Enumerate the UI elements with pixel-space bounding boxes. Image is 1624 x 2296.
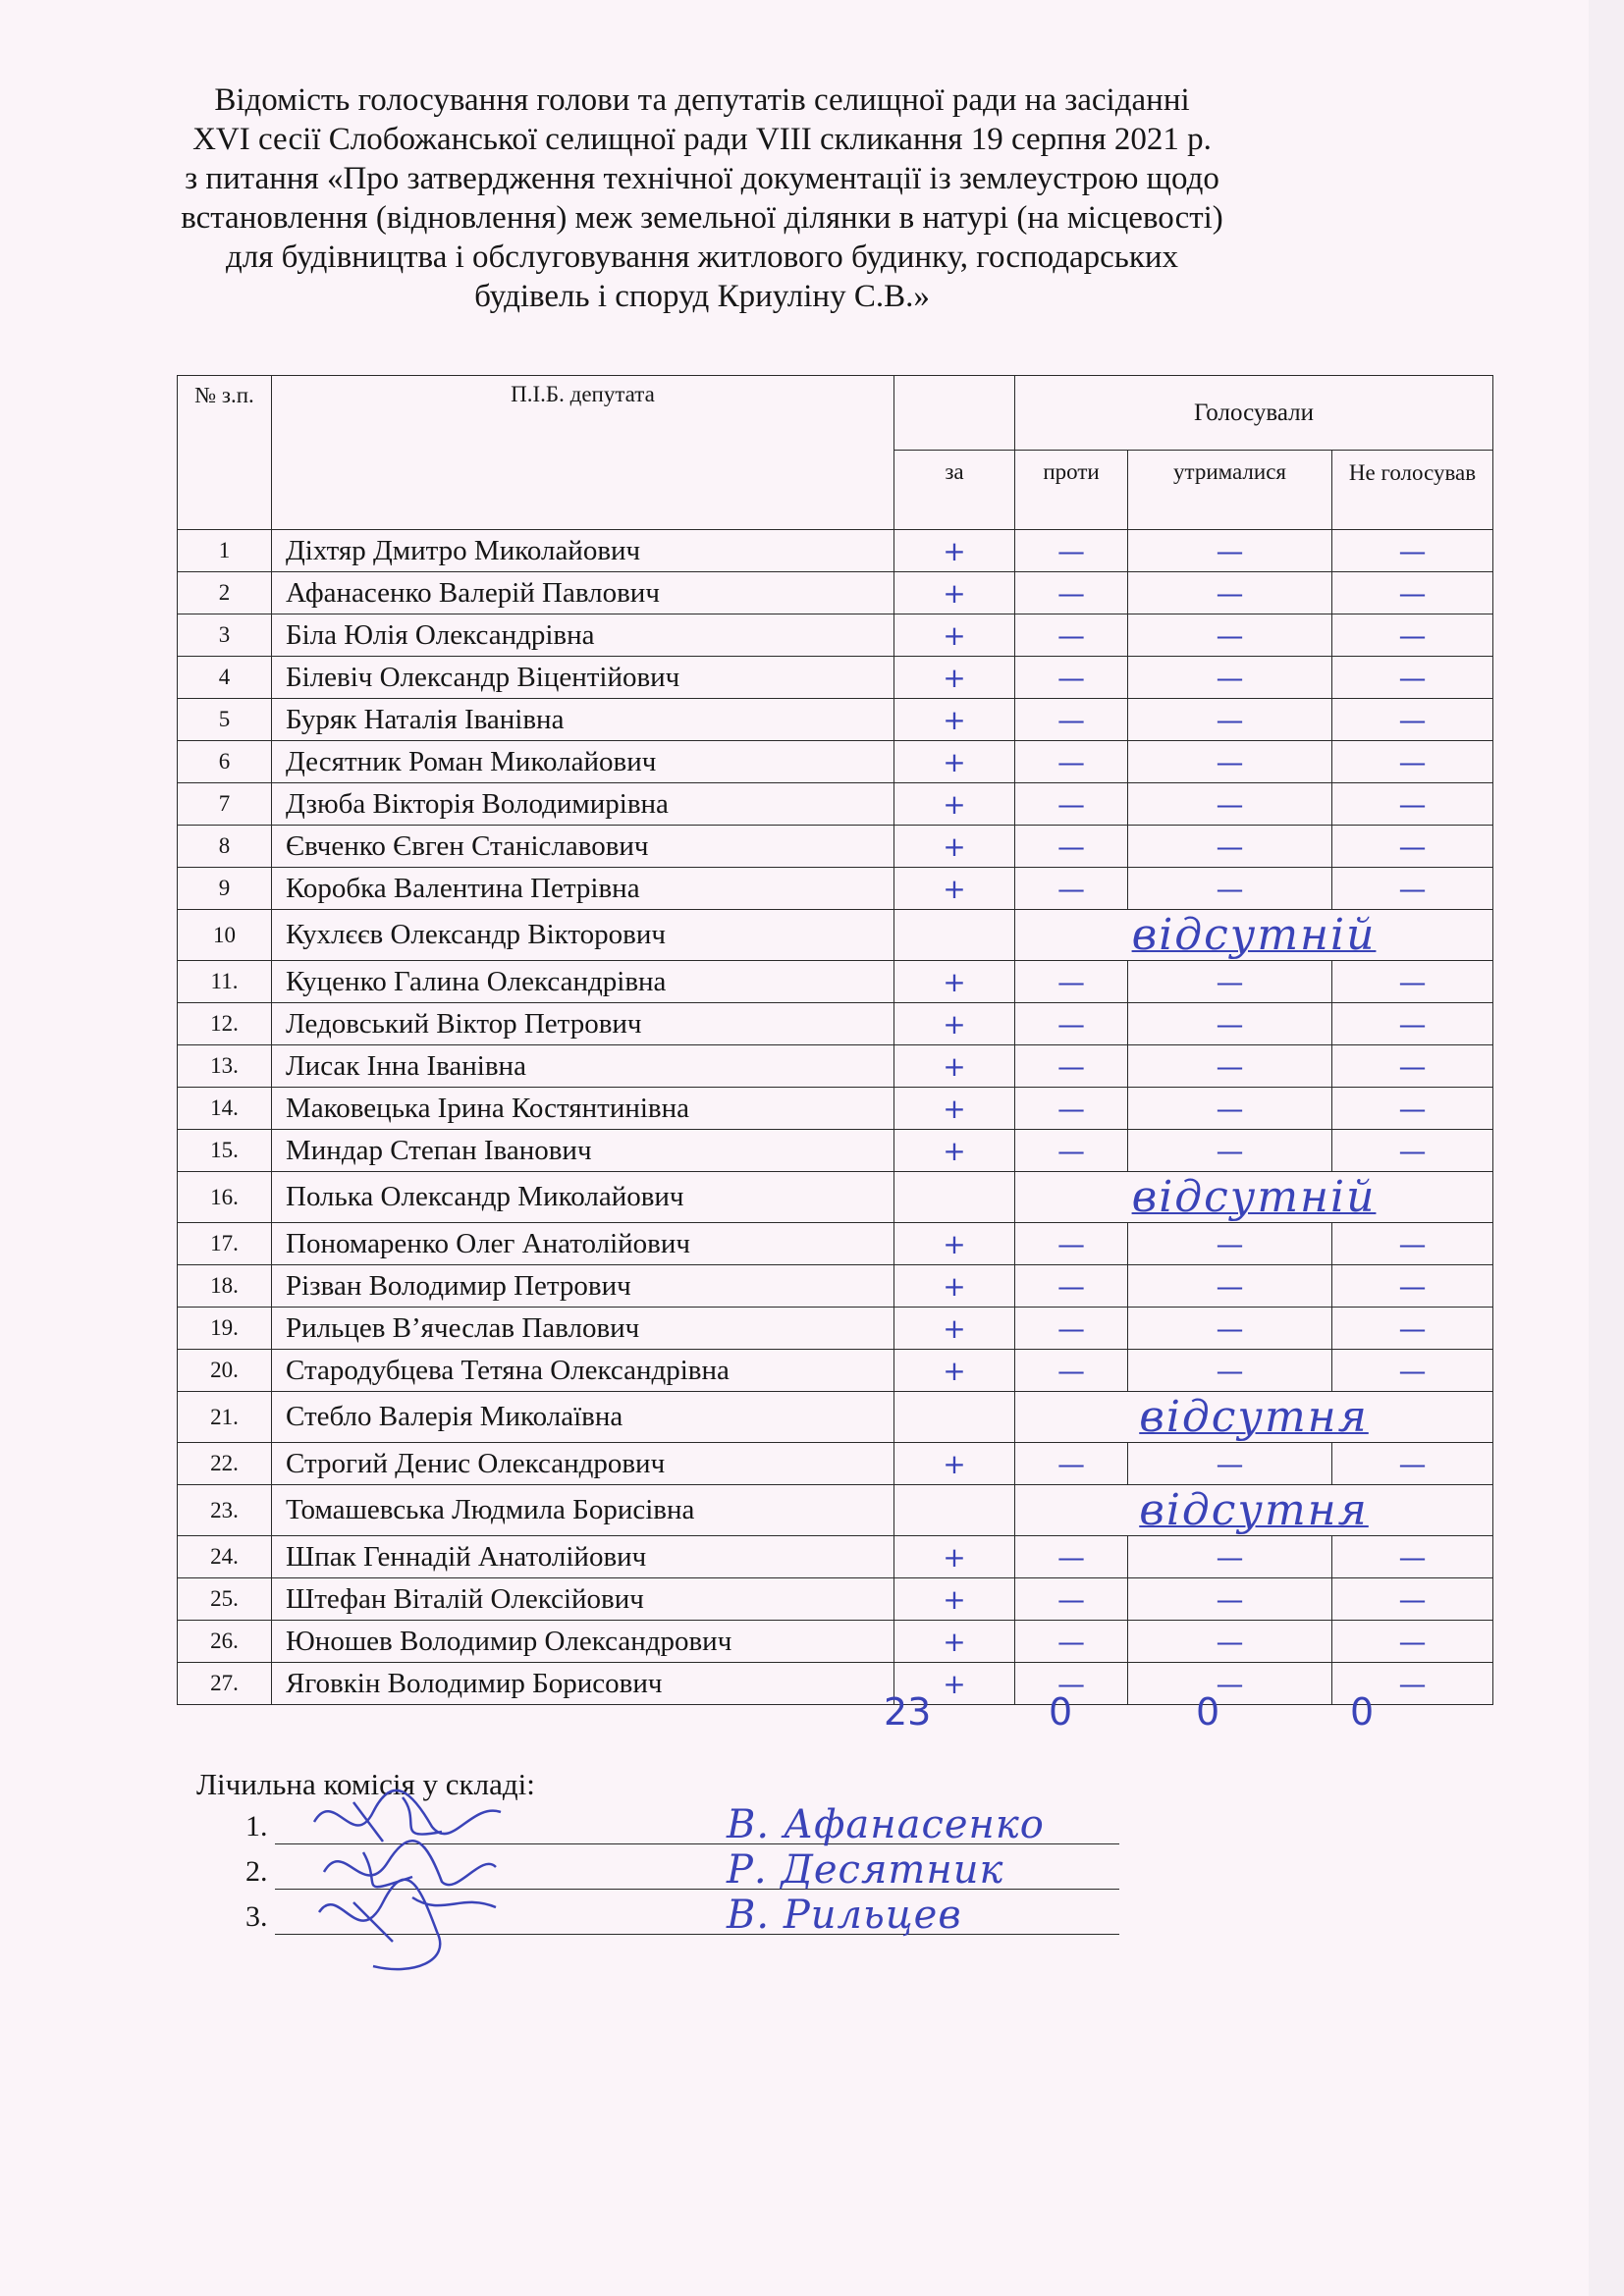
- row-number: 1: [178, 530, 272, 572]
- vote-for-mark: +: [894, 1350, 1015, 1392]
- title-line: для будівництва і обслуговування житлового будинку, господарських: [225, 240, 1179, 275]
- table-row: [178, 614, 1493, 657]
- row-number: 21.: [178, 1392, 272, 1443]
- vote-for-mark: +: [894, 572, 1015, 614]
- vote-not-voted-mark: —: [1332, 699, 1493, 741]
- vote-for-mark: +: [894, 783, 1015, 826]
- vote-not-voted-mark: —: [1332, 741, 1493, 783]
- deputy-name: Буряк Наталія Іванівна: [272, 699, 894, 741]
- row-number: 17.: [178, 1223, 272, 1265]
- vote-abstained-mark: —: [1128, 1265, 1332, 1308]
- absent-note: відсутній: [1015, 910, 1493, 961]
- vote-not-voted-mark: —: [1332, 1130, 1493, 1172]
- vote-not-voted-mark: —: [1332, 1308, 1493, 1350]
- header-against: проти: [1015, 451, 1128, 530]
- table-row: [178, 1308, 1493, 1350]
- vote-abstained-mark: —: [1128, 530, 1332, 572]
- vote-not-voted-mark: —: [1332, 657, 1493, 699]
- row-number: 19.: [178, 1308, 272, 1350]
- vote-against-mark: —: [1015, 826, 1128, 868]
- vote-for-mark: +: [894, 1003, 1015, 1045]
- vote-against-mark: —: [1015, 1663, 1128, 1705]
- header-voted: Голосували: [1015, 376, 1493, 451]
- vote-abstained-mark: —: [1128, 961, 1332, 1003]
- vote-for-mark: +: [894, 1265, 1015, 1308]
- vote-for-mark: +: [894, 1223, 1015, 1265]
- deputy-name: Маковецька Ірина Костянтинівна: [272, 1088, 894, 1130]
- vote-against-mark: —: [1015, 1045, 1128, 1088]
- table-row: [178, 868, 1493, 910]
- vote-not-voted-mark: —: [1332, 1443, 1493, 1485]
- deputy-name: Стебло Валерія Миколаївна: [272, 1392, 894, 1443]
- deputy-name: Лисак Інна Іванівна: [272, 1045, 894, 1088]
- title-line: Відомість голосування голови та депутатів селищної ради на засіданні: [214, 82, 1190, 118]
- vote-for-mark: +: [894, 1621, 1015, 1663]
- row-number: 27.: [178, 1663, 272, 1705]
- vote-against-mark: —: [1015, 1308, 1128, 1350]
- vote-for-mark: +: [894, 1663, 1015, 1705]
- vote-for-mark: +: [894, 1045, 1015, 1088]
- vote-against-mark: —: [1015, 1265, 1128, 1308]
- row-number: 5: [178, 699, 272, 741]
- vote-not-voted-mark: —: [1332, 1621, 1493, 1663]
- row-number: 2: [178, 572, 272, 614]
- vote-for-mark: +: [894, 614, 1015, 657]
- row-number: 4: [178, 657, 272, 699]
- table-row: [178, 1443, 1493, 1485]
- row-number: 16.: [178, 1172, 272, 1223]
- row-number: 12.: [178, 1003, 272, 1045]
- vote-for-mark: +: [894, 530, 1015, 572]
- vote-against-mark: —: [1015, 783, 1128, 826]
- deputy-name: Миндар Степан Іванович: [272, 1130, 894, 1172]
- total-for: 23: [884, 1690, 932, 1734]
- vote-not-voted-mark: —: [1332, 1265, 1493, 1308]
- vote-against-mark: —: [1015, 868, 1128, 910]
- row-number: 10: [178, 910, 272, 961]
- table-row: [178, 741, 1493, 783]
- row-number: 15.: [178, 1130, 272, 1172]
- row-number: 7: [178, 783, 272, 826]
- total-against: 0: [1049, 1690, 1073, 1734]
- title-line: з питання «Про затвердження технічної документації із землеустрою щодо: [185, 161, 1219, 196]
- vote-against-mark: —: [1015, 614, 1128, 657]
- vote-against-mark: —: [1015, 1088, 1128, 1130]
- vote-against-mark: —: [1015, 1350, 1128, 1392]
- table-row: [178, 1172, 1493, 1223]
- vote-for-cell: [894, 1392, 1015, 1443]
- deputy-name: Дзюба Вікторія Володимирівна: [272, 783, 894, 826]
- vote-abstained-mark: —: [1128, 1621, 1332, 1663]
- vote-abstained-mark: —: [1128, 572, 1332, 614]
- table-row: [178, 1621, 1493, 1663]
- title-line: будівель і споруд Криуліну С.В.»: [474, 279, 930, 314]
- row-number: 20.: [178, 1350, 272, 1392]
- header-name: П.І.Б. депутата: [272, 376, 894, 530]
- vote-for-cell: [894, 1485, 1015, 1536]
- vote-against-mark: —: [1015, 1536, 1128, 1578]
- table-row: [178, 783, 1493, 826]
- commission-member: [245, 1893, 1129, 1944]
- deputy-name: Юношев Володимир Олександрович: [272, 1621, 894, 1663]
- deputy-name: Куценко Галина Олександрівна: [272, 961, 894, 1003]
- table-row: [178, 1130, 1493, 1172]
- header-not-voted: Не голосував: [1332, 451, 1493, 530]
- absent-note: відсутня: [1015, 1392, 1493, 1443]
- row-number: 11.: [178, 961, 272, 1003]
- vote-for-mark: +: [894, 699, 1015, 741]
- table-row: [178, 910, 1493, 961]
- deputy-name: Томашевська Людмила Борисівна: [272, 1485, 894, 1536]
- deputy-name: Діхтяр Дмитро Миколайович: [272, 530, 894, 572]
- table-row: [178, 657, 1493, 699]
- row-number: 26.: [178, 1621, 272, 1663]
- vote-against-mark: —: [1015, 530, 1128, 572]
- absent-note: відсутній: [1015, 1172, 1493, 1223]
- deputy-name: Біла Юлія Олександрівна: [272, 614, 894, 657]
- table-row: [178, 699, 1493, 741]
- row-number: 6: [178, 741, 272, 783]
- vote-for-mark: +: [894, 657, 1015, 699]
- row-number: 23.: [178, 1485, 272, 1536]
- vote-for-mark: +: [894, 1308, 1015, 1350]
- table-row: [178, 1578, 1493, 1621]
- deputy-name: Десятник Роман Миколайович: [272, 741, 894, 783]
- commission-label: Лічильна комісія у складі:: [196, 1767, 535, 1801]
- deputy-name: Коробка Валентина Петрівна: [272, 868, 894, 910]
- vote-against-mark: —: [1015, 961, 1128, 1003]
- table-row: [178, 961, 1493, 1003]
- signature-scribble-icon: [295, 1873, 511, 1981]
- table-row: [178, 1223, 1493, 1265]
- deputy-name: Афанасенко Валерій Павлович: [272, 572, 894, 614]
- vote-not-voted-mark: —: [1332, 1088, 1493, 1130]
- table-row: [178, 1265, 1493, 1308]
- member-number: 1.: [245, 1810, 268, 1842]
- vote-against-mark: —: [1015, 1621, 1128, 1663]
- row-number: 8: [178, 826, 272, 868]
- table-row: [178, 826, 1493, 868]
- vote-abstained-mark: —: [1128, 1003, 1332, 1045]
- vote-for-mark: +: [894, 741, 1015, 783]
- row-number: 9: [178, 868, 272, 910]
- header-blank: [894, 376, 1015, 451]
- deputy-name: Євченко Євген Станіславович: [272, 826, 894, 868]
- vote-for-mark: +: [894, 1443, 1015, 1485]
- table-row: [178, 1003, 1493, 1045]
- vote-not-voted-mark: —: [1332, 530, 1493, 572]
- vote-against-mark: —: [1015, 657, 1128, 699]
- vote-against-mark: —: [1015, 1130, 1128, 1172]
- total-not-voted: 0: [1350, 1690, 1375, 1734]
- vote-not-voted-mark: —: [1332, 1350, 1493, 1392]
- vote-for-cell: [894, 1172, 1015, 1223]
- table-row: [178, 572, 1493, 614]
- title-line: встановлення (відновлення) меж земельної ділянки в натурі (на місцевості): [181, 200, 1223, 236]
- vote-for-mark: +: [894, 961, 1015, 1003]
- vote-abstained-mark: —: [1128, 699, 1332, 741]
- title-line: XVI сесії Слобожанської селищної ради VIII скликання 19 серпня 2021 р.: [192, 122, 1212, 157]
- vote-not-voted-mark: —: [1332, 1045, 1493, 1088]
- vote-abstained-mark: —: [1128, 1308, 1332, 1350]
- vote-against-mark: —: [1015, 1223, 1128, 1265]
- vote-abstained-mark: —: [1128, 1088, 1332, 1130]
- vote-for-mark: +: [894, 1536, 1015, 1578]
- vote-abstained-mark: —: [1128, 868, 1332, 910]
- vote-for-mark: +: [894, 826, 1015, 868]
- vote-for-mark: +: [894, 1578, 1015, 1621]
- vote-not-voted-mark: —: [1332, 826, 1493, 868]
- table-row: [178, 1045, 1493, 1088]
- row-number: 3: [178, 614, 272, 657]
- member-name: В. Афанасенко: [727, 1802, 1045, 1847]
- vote-abstained-mark: —: [1128, 1443, 1332, 1485]
- vote-abstained-mark: —: [1128, 1536, 1332, 1578]
- vote-abstained-mark: —: [1128, 1350, 1332, 1392]
- vote-abstained-mark: —: [1128, 1223, 1332, 1265]
- vote-not-voted-mark: —: [1332, 1223, 1493, 1265]
- header-number: № з.п.: [178, 376, 272, 530]
- member-name: Р. Десятник: [727, 1847, 1004, 1893]
- vote-against-mark: —: [1015, 1003, 1128, 1045]
- member-number: 3.: [245, 1900, 268, 1933]
- vote-not-voted-mark: —: [1332, 783, 1493, 826]
- table-row: [178, 1088, 1493, 1130]
- vote-not-voted-mark: —: [1332, 1578, 1493, 1621]
- row-number: 24.: [178, 1536, 272, 1578]
- voting-table: [177, 375, 1493, 1705]
- deputy-name: Яговкін Володимир Борисович: [272, 1663, 894, 1705]
- vote-abstained-mark: —: [1128, 1578, 1332, 1621]
- vote-abstained-mark: —: [1128, 614, 1332, 657]
- row-number: 13.: [178, 1045, 272, 1088]
- vote-not-voted-mark: —: [1332, 572, 1493, 614]
- total-abstained: 0: [1196, 1690, 1220, 1734]
- member-number: 2.: [245, 1855, 268, 1888]
- vote-abstained-mark: —: [1128, 826, 1332, 868]
- table-body: [178, 530, 1493, 1705]
- deputy-name: Різван Володимир Петрович: [272, 1265, 894, 1308]
- vote-for-mark: +: [894, 1130, 1015, 1172]
- vote-against-mark: —: [1015, 572, 1128, 614]
- vote-not-voted-mark: —: [1332, 868, 1493, 910]
- deputy-name: Ледовський Віктор Петрович: [272, 1003, 894, 1045]
- deputy-name: Шпак Геннадій Анатолійович: [272, 1536, 894, 1578]
- vote-abstained-mark: —: [1128, 1045, 1332, 1088]
- deputy-name: Пономаренко Олег Анатолійович: [272, 1223, 894, 1265]
- absent-note: відсутня: [1015, 1485, 1493, 1536]
- vote-against-mark: —: [1015, 699, 1128, 741]
- vote-not-voted-mark: —: [1332, 961, 1493, 1003]
- deputy-name: Штефан Віталій Олексійович: [272, 1578, 894, 1621]
- deputy-name: Стародубцева Тетяна Олександрівна: [272, 1350, 894, 1392]
- vote-abstained-mark: —: [1128, 741, 1332, 783]
- member-name: В. Рильцев: [727, 1893, 962, 1938]
- deputy-name: Рильцев В’ячеслав Павлович: [272, 1308, 894, 1350]
- vote-against-mark: —: [1015, 741, 1128, 783]
- row-number: 18.: [178, 1265, 272, 1308]
- vote-abstained-mark: —: [1128, 1130, 1332, 1172]
- vote-abstained-mark: —: [1128, 657, 1332, 699]
- vote-not-voted-mark: —: [1332, 1003, 1493, 1045]
- row-number: 25.: [178, 1578, 272, 1621]
- row-number: 14.: [178, 1088, 272, 1130]
- vote-for-cell: [894, 910, 1015, 961]
- totals-row: [0, 1690, 1624, 1739]
- page-edge: [1589, 0, 1624, 2296]
- vote-against-mark: —: [1015, 1443, 1128, 1485]
- vote-not-voted-mark: —: [1332, 1663, 1493, 1705]
- deputy-name: Полька Олександр Миколайович: [272, 1172, 894, 1223]
- vote-not-voted-mark: —: [1332, 614, 1493, 657]
- deputy-name: Білевіч Олександр Віцентійович: [272, 657, 894, 699]
- table-row: [178, 1485, 1493, 1536]
- document-title: [167, 80, 1237, 316]
- vote-for-mark: +: [894, 1088, 1015, 1130]
- table-row: [178, 1392, 1493, 1443]
- deputy-name: Кухлєєв Олександр Вікторович: [272, 910, 894, 961]
- vote-against-mark: —: [1015, 1578, 1128, 1621]
- row-number: 22.: [178, 1443, 272, 1485]
- table-row: [178, 1536, 1493, 1578]
- vote-for-mark: +: [894, 868, 1015, 910]
- header-for: за: [894, 451, 1015, 530]
- vote-abstained-mark: —: [1128, 783, 1332, 826]
- table-row: [178, 1350, 1493, 1392]
- table-row: [178, 530, 1493, 572]
- vote-abstained-mark: —: [1128, 1663, 1332, 1705]
- deputy-name: Строгий Денис Олександрович: [272, 1443, 894, 1485]
- vote-not-voted-mark: —: [1332, 1536, 1493, 1578]
- header-abstained: утрималися: [1128, 451, 1332, 530]
